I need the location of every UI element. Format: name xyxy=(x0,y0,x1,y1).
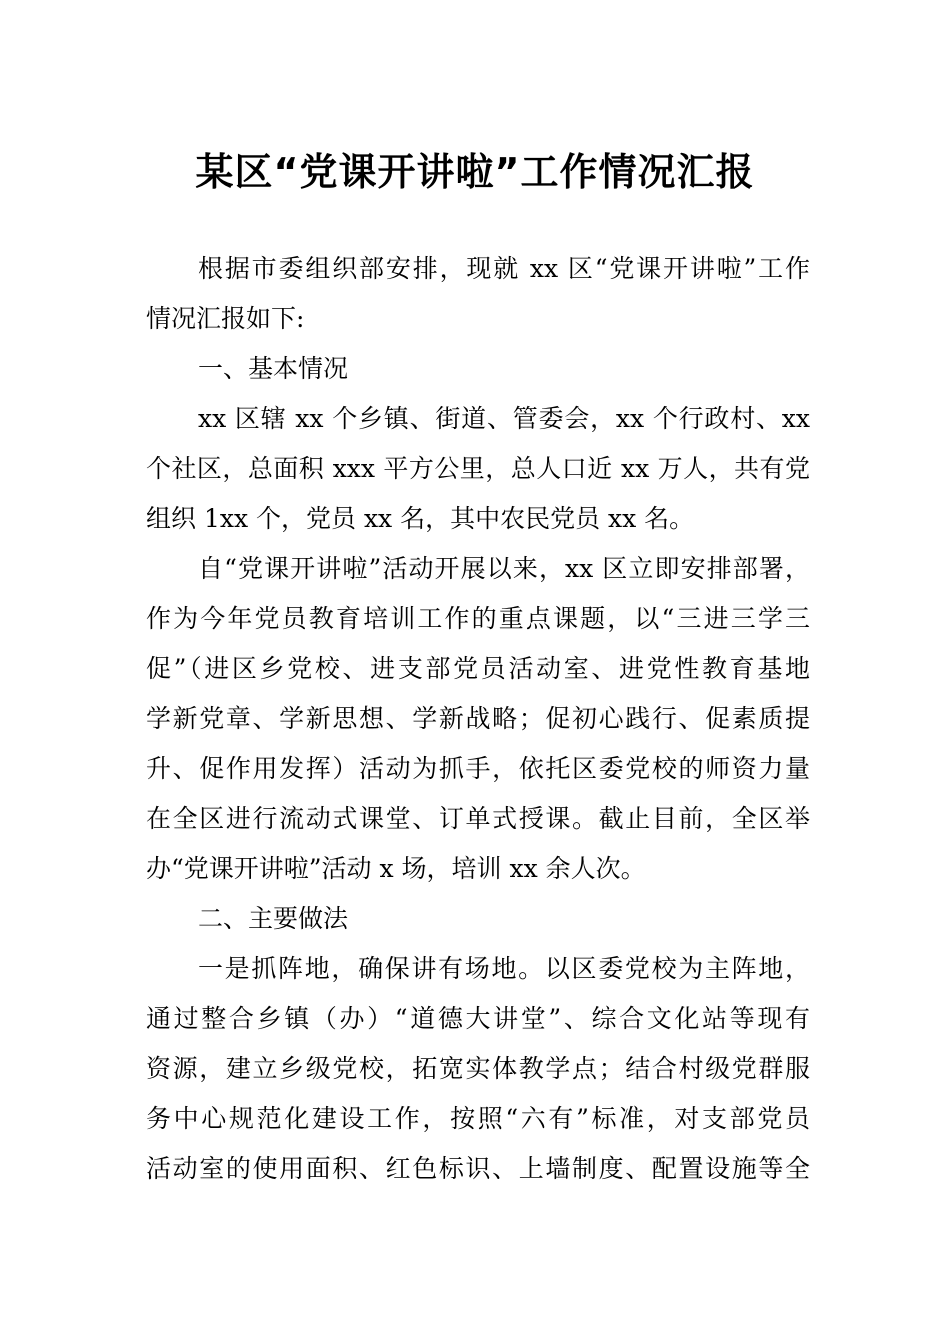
body-line: 务中心规范化建设工作，按照“六有”标准，对支部党员 xyxy=(146,1104,810,1133)
body-line: 升、促作用发挥）活动为抓手，依托区委党校的师资力量 xyxy=(146,754,810,783)
body-line: 活动室的使用面积、红色标识、上墙制度、配置设施等全 xyxy=(146,1154,810,1183)
body-line: 办“党课开讲啦”活动 x 场，培训 xx 余人次。 xyxy=(146,854,646,883)
body-line: 作为今年党员教育培训工作的重点课题，以“三进三学三 xyxy=(146,604,810,633)
document-title: 某区“党课开讲啦”工作情况汇报 xyxy=(195,150,755,194)
body-line: 自“党课开讲啦”活动开展以来，xx 区立即安排部署， xyxy=(198,554,810,583)
body-line: 在全区进行流动式课堂、订单式授课。截止目前，全区举 xyxy=(146,804,810,833)
section-heading-basic: 一、基本情况 xyxy=(198,354,349,383)
body-line: 情况汇报如下: xyxy=(146,304,305,333)
document-body xyxy=(146,244,810,1194)
body-line: 促”（进区乡党校、进支部党员活动室、进党性教育基地 xyxy=(146,654,810,683)
body-line: 资源，建立乡级党校，拓宽实体教学点；结合村级党群服 xyxy=(146,1054,810,1083)
body-line: 学新党章、学新思想、学新战略；促初心践行、促素质提 xyxy=(146,704,810,733)
body-line: 个社区，总面积 xxx 平方公里，总人口近 xx 万人，共有党 xyxy=(146,454,810,483)
body-line: 根据市委组织部安排，现就 xx 区“党课开讲啦”工作 xyxy=(198,254,810,283)
body-line: 组织 1xx 个，党员 xx 名，其中农民党员 xx 名。 xyxy=(146,504,695,533)
body-line: 通过整合乡镇（办）“道德大讲堂”、综合文化站等现有 xyxy=(146,1004,810,1033)
body-line: 一是抓阵地，确保讲有场地。以区委党校为主阵地， xyxy=(198,954,810,983)
body-line: xx 区辖 xx 个乡镇、街道、管委会，xx 个行政村、xx xyxy=(198,404,810,433)
section-heading-methods: 二、主要做法 xyxy=(198,904,349,933)
